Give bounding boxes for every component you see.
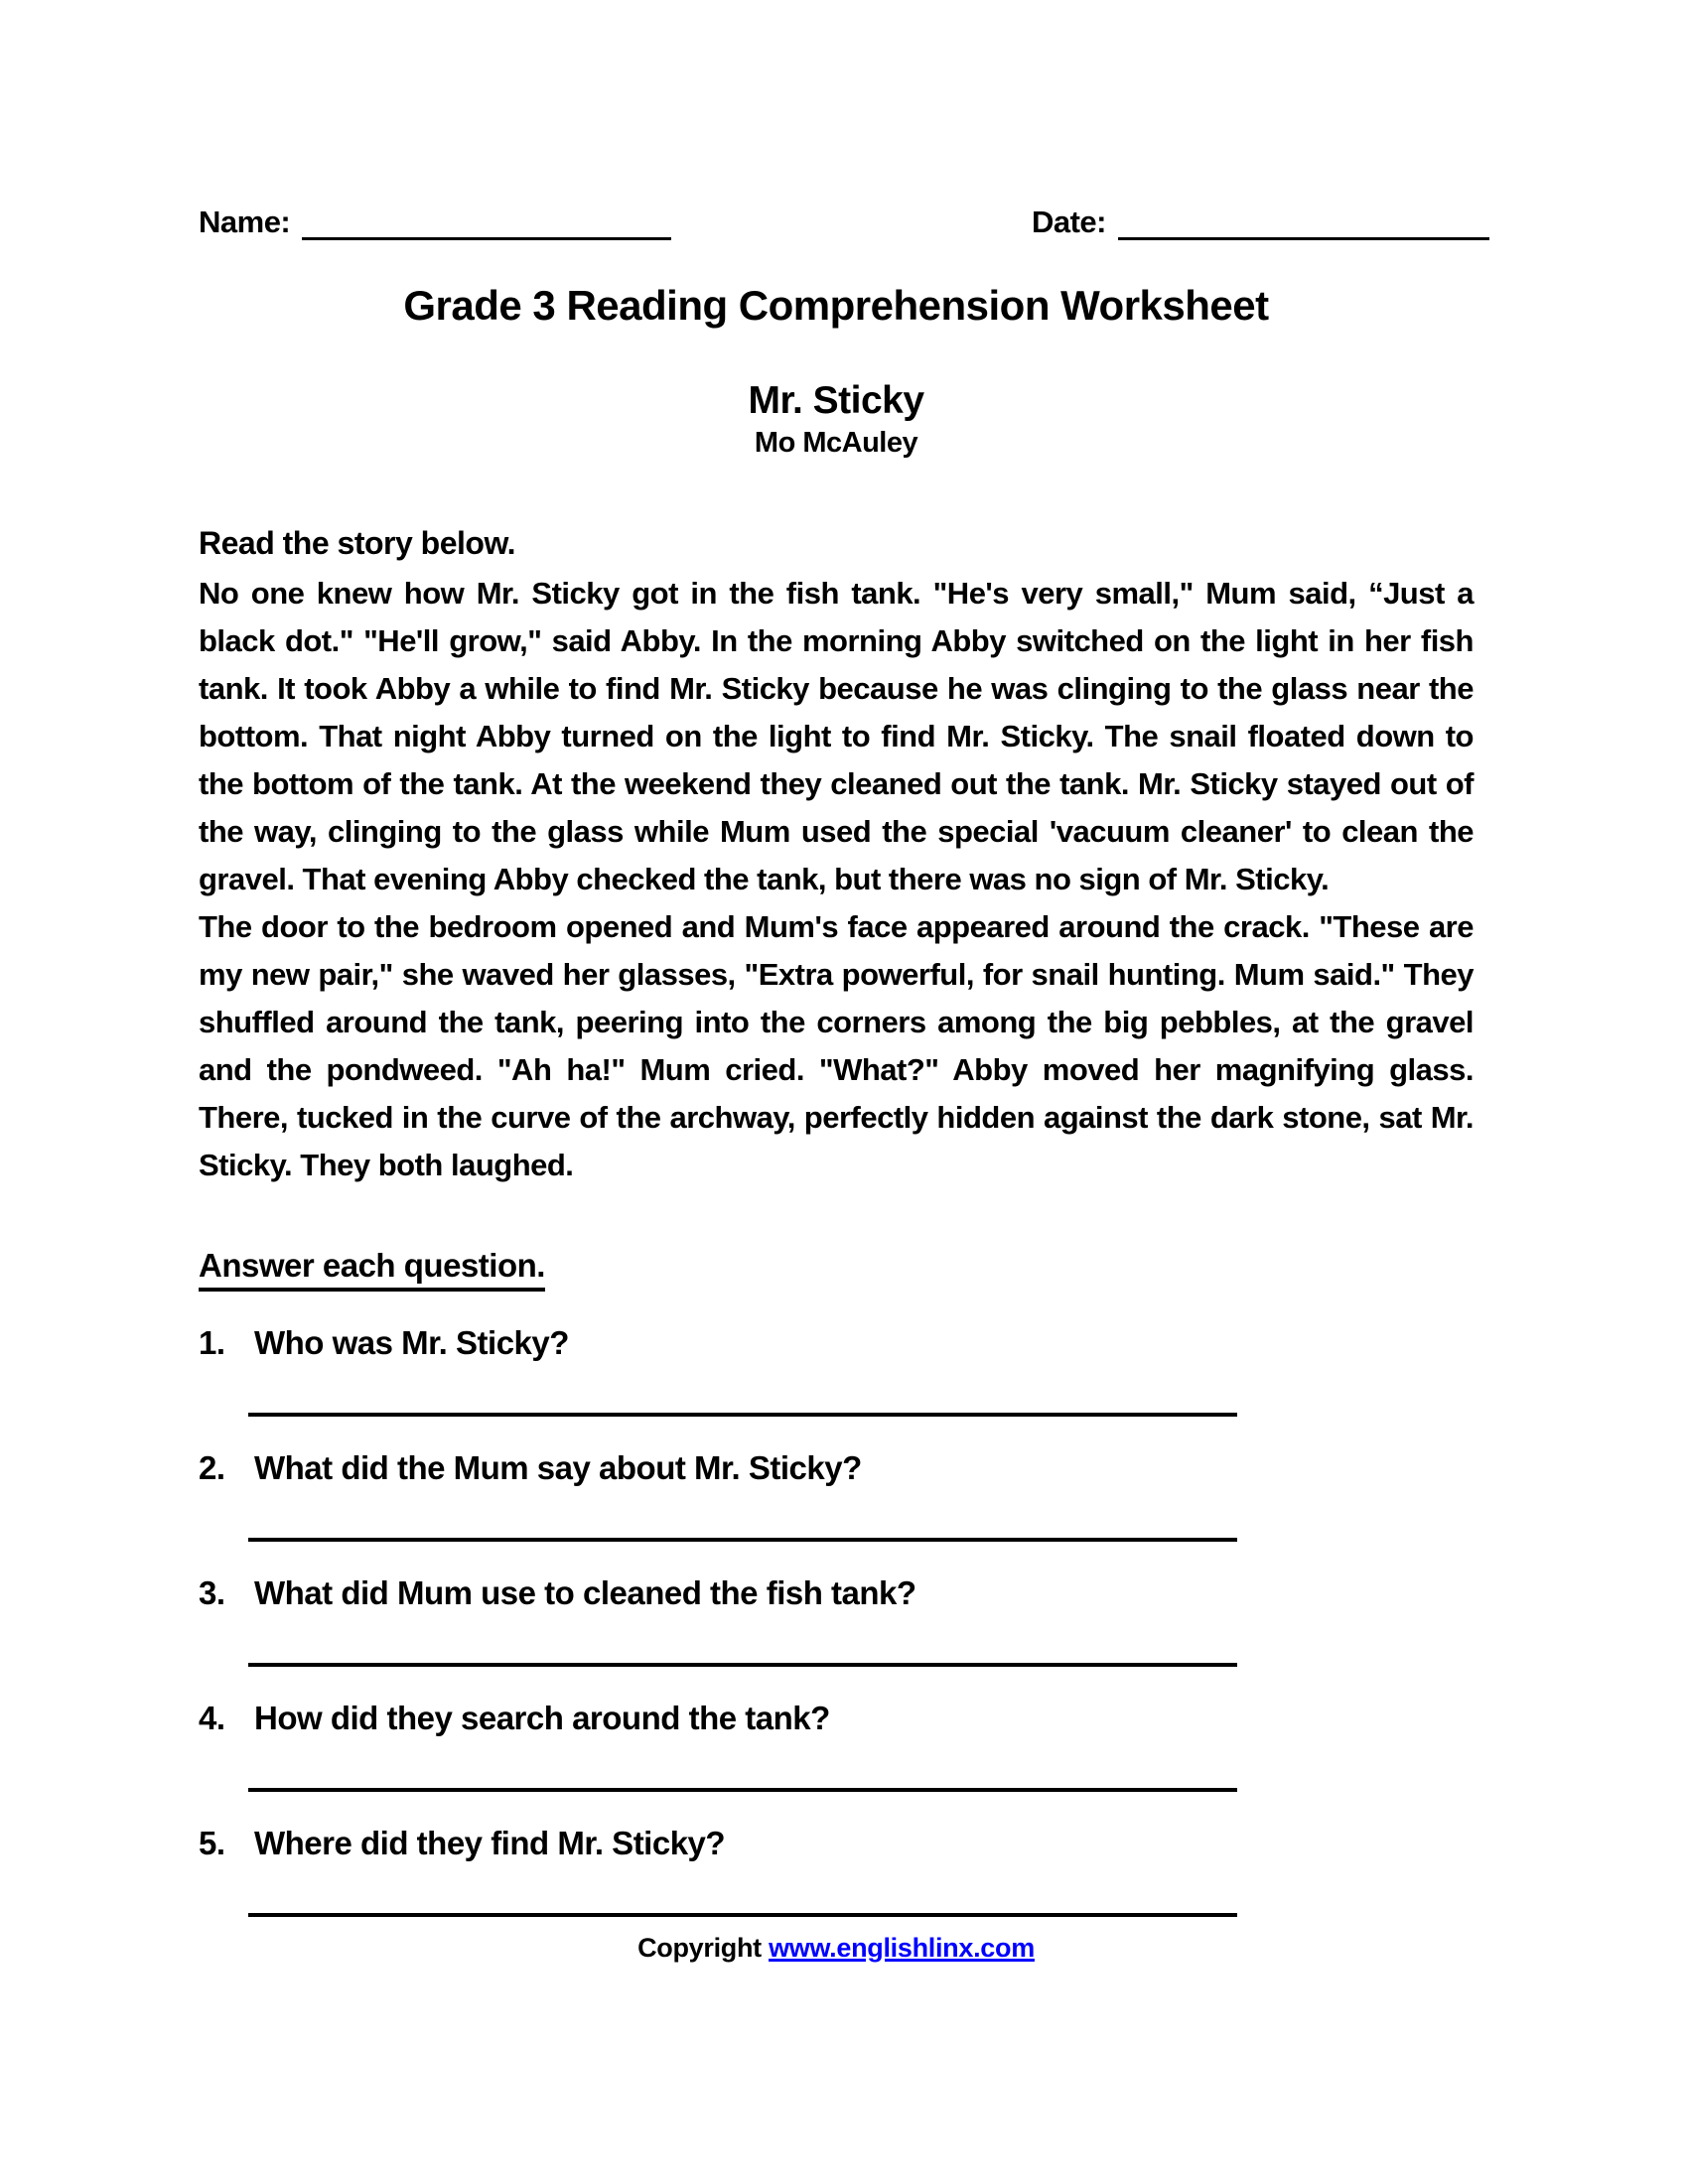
date-label: Date: xyxy=(1031,205,1106,239)
story-paragraph-2: The door to the bedroom opened and Mum's face appeared around the crack. "These are my new pair," she waved her glasses, "Extra powerful, for snail hunting. Mum said." They shuffled around the tank, peering into the corners among the big pebbles, at the gravel and the pondweed. "Ah ha!" Mum cried. "What?" Abby moved her magnifying glass. There, tucked in the curve of the archway, perfectly hidden against the dark stone, sat Mr. Sticky. They both laughed. xyxy=(199,909,1474,1182)
read-instruction: Read the story below. xyxy=(199,525,516,561)
answer-blank-1[interactable] xyxy=(248,1411,1237,1417)
answer-blank-3[interactable] xyxy=(248,1661,1237,1667)
answer-blank-2[interactable] xyxy=(248,1536,1237,1542)
answer-blank-5[interactable] xyxy=(248,1911,1237,1917)
question-item xyxy=(199,1446,1474,1542)
copyright-label: Copyright xyxy=(637,1933,762,1963)
question-item xyxy=(199,1822,1474,1917)
question-line xyxy=(199,1446,1474,1490)
story-paragraph-1: No one knew how Mr. Sticky got in the fish tank. "He's very small," Mum said, “Just a black dot." "He'll grow," said Abby. In the morning Abby switched on the light in her fish tank. It took Abby a while to find Mr. Sticky because he was clinging to the glass near the bottom. That night Abby turned on the light to find Mr. Sticky. The snail floated down to the bottom of the tank. At the weekend they cleaned out the tank. Mr. Sticky stayed out of the way, clinging to the glass while Mum used the special 'vacuum cleaner' to clean the gravel. That evening Abby checked the tank, but there was no sign of Mr. Sticky. xyxy=(199,576,1474,896)
name-input-blank[interactable] xyxy=(302,204,671,240)
question-line xyxy=(199,1571,1474,1615)
answer-blank-4[interactable] xyxy=(248,1786,1237,1792)
date-input-blank[interactable] xyxy=(1118,204,1489,240)
question-line xyxy=(199,1822,1474,1865)
question-line xyxy=(199,1697,1474,1740)
question-number: 2. xyxy=(199,1449,225,1486)
story-title: Mr. Sticky xyxy=(748,379,924,422)
question-item xyxy=(199,1571,1474,1667)
question-text: What did the Mum say about Mr. Sticky? xyxy=(254,1449,862,1486)
question-number: 3. xyxy=(199,1574,225,1611)
question-number: 1. xyxy=(199,1324,225,1361)
copyright-link[interactable]: www.englishlinx.com xyxy=(769,1933,1035,1963)
story-author: Mo McAuley xyxy=(754,427,918,459)
question-text: How did they search around the tank? xyxy=(254,1700,830,1736)
name-label: Name: xyxy=(199,205,291,239)
page-title: Grade 3 Reading Comprehension Worksheet xyxy=(403,282,1269,329)
question-item xyxy=(199,1321,1474,1417)
question-line xyxy=(199,1321,1474,1365)
question-text: What did Mum use to cleaned the fish tank? xyxy=(254,1574,916,1611)
question-number: 4. xyxy=(199,1700,225,1736)
footer xyxy=(199,1933,1474,1964)
question-item xyxy=(199,1697,1474,1792)
header-row xyxy=(199,204,1489,240)
question-number: 5. xyxy=(199,1825,225,1861)
answer-instruction: Answer each question. xyxy=(199,1247,545,1292)
question-text: Where did they find Mr. Sticky? xyxy=(254,1825,726,1861)
answer-heading-wrap xyxy=(199,1247,1474,1292)
question-text: Who was Mr. Sticky? xyxy=(254,1324,569,1361)
